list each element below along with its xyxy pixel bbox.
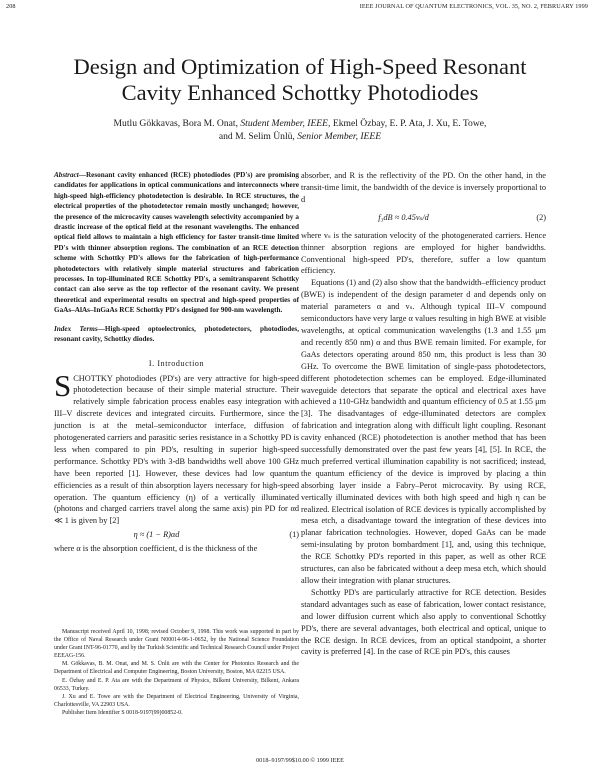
- abstract-text: Resonant cavity enhanced (RCE) photodiodes (PD's) are promising candidates for applications in optical communications and interconnects where high-speed high-efficiency photodetection is desirable. In RCE structures, the electrical properties of the photodetector remain mostly unchanged; however, the presence of the microcavity causes wavelength selectivity accompanied by a drastic increase of the optical field at the resonant wavelengths. The enhanced optical field allows to maintain a high efficiency for faster transit-time limited PD's with thinner absorption regions. The combination of an RCE detection scheme with Schottky PD's allows for the fabrication of high-performance photodetectors with relatively simple material structures and fabrication processes. In top-illuminated RCE Schottky PD's, a semitransparent Schottky contact can also serve as the top reflector of the resonant cavity. We present theoretical and experimental results on spectral and high-speed properties of GaAs–AlAs–InGaAs RCE Schottky PD's designed for 900-nm wavelength.: [54, 171, 299, 315]
- paper-title: [20, 54, 580, 106]
- title-line-2: Cavity Enhanced Schottky Photodiodes: [121, 80, 479, 105]
- equation-2: [301, 210, 546, 226]
- equation-2-number: (2): [536, 212, 546, 222]
- footnote-publisher-id: Publisher Item Identifier S 0018-9197(99)00852-0.: [62, 709, 183, 716]
- equation-2-body: f₃dB ≈ 0.45vₛ/d: [378, 212, 429, 222]
- equation-1-number: (1): [289, 530, 299, 540]
- authors-line-2: [40, 130, 560, 143]
- right-paragraph-1: absorber, and R is the reflectivity of the PD. On the other hand, in the transit-time limit, the bandwidth of the device is inversely proportional to d: [301, 171, 546, 204]
- left-column: [54, 170, 299, 555]
- journal-citation: IEEE JOURNAL OF QUANTUM ELECTRONICS, VOL. 35, NO. 2, FEBRUARY 1999: [359, 3, 588, 10]
- authors-names-b: Ekmel Özbay, E. P. Ata, J. Xu, E. Towe,: [330, 118, 487, 129]
- authors-names-c: and M. Selim Ünlü,: [218, 131, 298, 142]
- right-column: [301, 170, 546, 658]
- intro-text-1: CHOTTKY photodiodes (PD's) are very attractive for high-speed photodetection because of their simple material structure. Their relatively simple fabrication process enables easy integration with III–V discrete devices and integrated circuits. Furthermore, since the junction is at the metal–semiconductor interface, diffusion of photogenerated carriers and parasitic series resistance in a Schottky PD is less when compared to pin PD's, resulting in superior high-speed performance. Schottky PD's with 3-dB bandwidths well above 100 GHz have been reported [1]. However, these devices had low quantum efficiencies as a result of thin absorption layers necessary for high-speed operation. The quantum efficiency (η) of a vertically illuminated (photons and charged carriers travel along the same axis) pin PD for αd ≪ 1 is given by [2]: [54, 373, 299, 526]
- page-number: 208: [6, 3, 16, 10]
- section-heading: I. Introduction: [148, 358, 205, 368]
- abstract-label: Abstract—: [54, 171, 86, 179]
- author-role-senior: Senior Member, IEEE: [297, 131, 382, 142]
- footnote-affiliation-1: M. Gökkavas, B. M. Onat, and M. S. Ünlü are with the Center for Photonics Research and the Department of Electrical and Computer Engineering, Boston University, Boston, MA 02215 USA.: [54, 661, 299, 676]
- index-terms-text: High-speed optoelectronics, photodetectors, photodiodes, resonant cavity, Schottky diodes.: [54, 324, 299, 344]
- index-terms-label: Index Terms—: [54, 324, 105, 333]
- right-paragraph-3: Equations (1) and (2) also show that the bandwidth–efficiency product (BWE) is independent of the design parameter d and depends only on material parameters α and vₛ. Although typical III–V compound semiconductors have very large α values resulting in high BWE at visible wavelengths, at optical communication wavelengths (1.3 and 1.55 μm and recently 850 nm) α and thus BWE remain limited. For example, for GaAs detectors operating around 850 nm, this product is less than 30 GHz. To overcome the BWE limitation of single-pass photodetectors, different photodetection schemes can be employed. Edge-illuminated waveguide detectors that separate the optical and electrical axes have achieved a 110-GHz bandwidth and quantum efficiency of 0.5 at 1.55 μm [3]. The disadvantages of edge-illuminated detectors are complex fabrication and integration along with difficult light coupling. Resonant cavity enhanced (RCE) photodetection is another method that has been successfully demonstrated over the past few years [4], [5]. In RCE, the much preferred vertical illumination capability is not sacrificed; instead, the quantum efficiency of the device is improved by placing a thin absorbing layer inside a Fabry–Perot microcavity. By using RCE, vertically illuminated devices with both high speed and high η can be realized. Electrical isolation of RCE devices is typically accomplished by mesa etch, a disadvantage toward the integration of these devices into planar fabrication technologies. However, doped GaAs can be made semi-insulating by proton bombardment [1], and, using this technique, the RCE Schottky PD's reported in this paper, as well as other RCE structures, can also be fabricated without a deep mesa etch, which should allow their integration with planar structures.: [301, 278, 546, 585]
- footnote-affiliation-2: E. Özbay and E. P. Ata are with the Department of Physics, Bilkent University, Bilkent, Ankara 06533, Turkey.: [54, 677, 299, 692]
- intro-paragraph-2: where α is the absorption coefficient, d is the thickness of the: [54, 544, 258, 554]
- footnote: [54, 628, 299, 717]
- abstract: [54, 170, 299, 316]
- copyright-line: 0018–9197/99$10.00 © 1999 IEEE: [256, 757, 344, 764]
- author-list: [40, 117, 560, 143]
- authors-names-a: Mutlu Gökkavas, Bora M. Onat,: [113, 118, 241, 129]
- equation-1-body: η ≈ (1 − R)αd: [133, 530, 180, 540]
- drop-cap: S: [54, 367, 72, 403]
- right-paragraph-4: Schottky PD's are particularly attractive for RCE detection. Besides standard advantages such as ease of fabrication, lower contact resistance, and lower diffusion current which also apply to conventional Schottky PD's, there are several advantages, both electrical and optical, unique to the RCE design. In RCE devices, from an optical standpoint, a shorter cavity is preferred [4]. In the case of RCE pin PD's, this causes: [301, 587, 546, 657]
- intro-paragraph-1: [54, 367, 299, 528]
- equation-1: [54, 527, 299, 543]
- footnote-affiliation-3: J. Xu and E. Towe are with the Department of Electrical Engineering, University of Virginia, Charlottesville, VA 22903 USA.: [54, 693, 299, 708]
- title-line-1: Design and Optimization of High-Speed Resonant: [73, 54, 527, 79]
- running-header: [6, 3, 588, 15]
- index-terms: [54, 324, 299, 345]
- footnote-manuscript: Manuscript received April 10, 1998; revised October 9, 1998. This work was supported in part by the Office of Naval Research under Grant N00014-96-1-0652, by the National Science Foundation under Grant INT-96-01770, and by the Turkish Scientific and Technical Research Council under Project EEEAG-156.: [54, 629, 299, 660]
- right-paragraph-2: where vₛ is the saturation velocity of the photogenerated carriers. Hence thinner absorption regions are employed for higher bandwidths. Conventional high-speed PD's, therefore, suffer a low quantum efficiency.: [301, 230, 546, 276]
- authors-line-1: [40, 117, 560, 130]
- author-role-student: Student Member, IEEE,: [240, 118, 331, 129]
